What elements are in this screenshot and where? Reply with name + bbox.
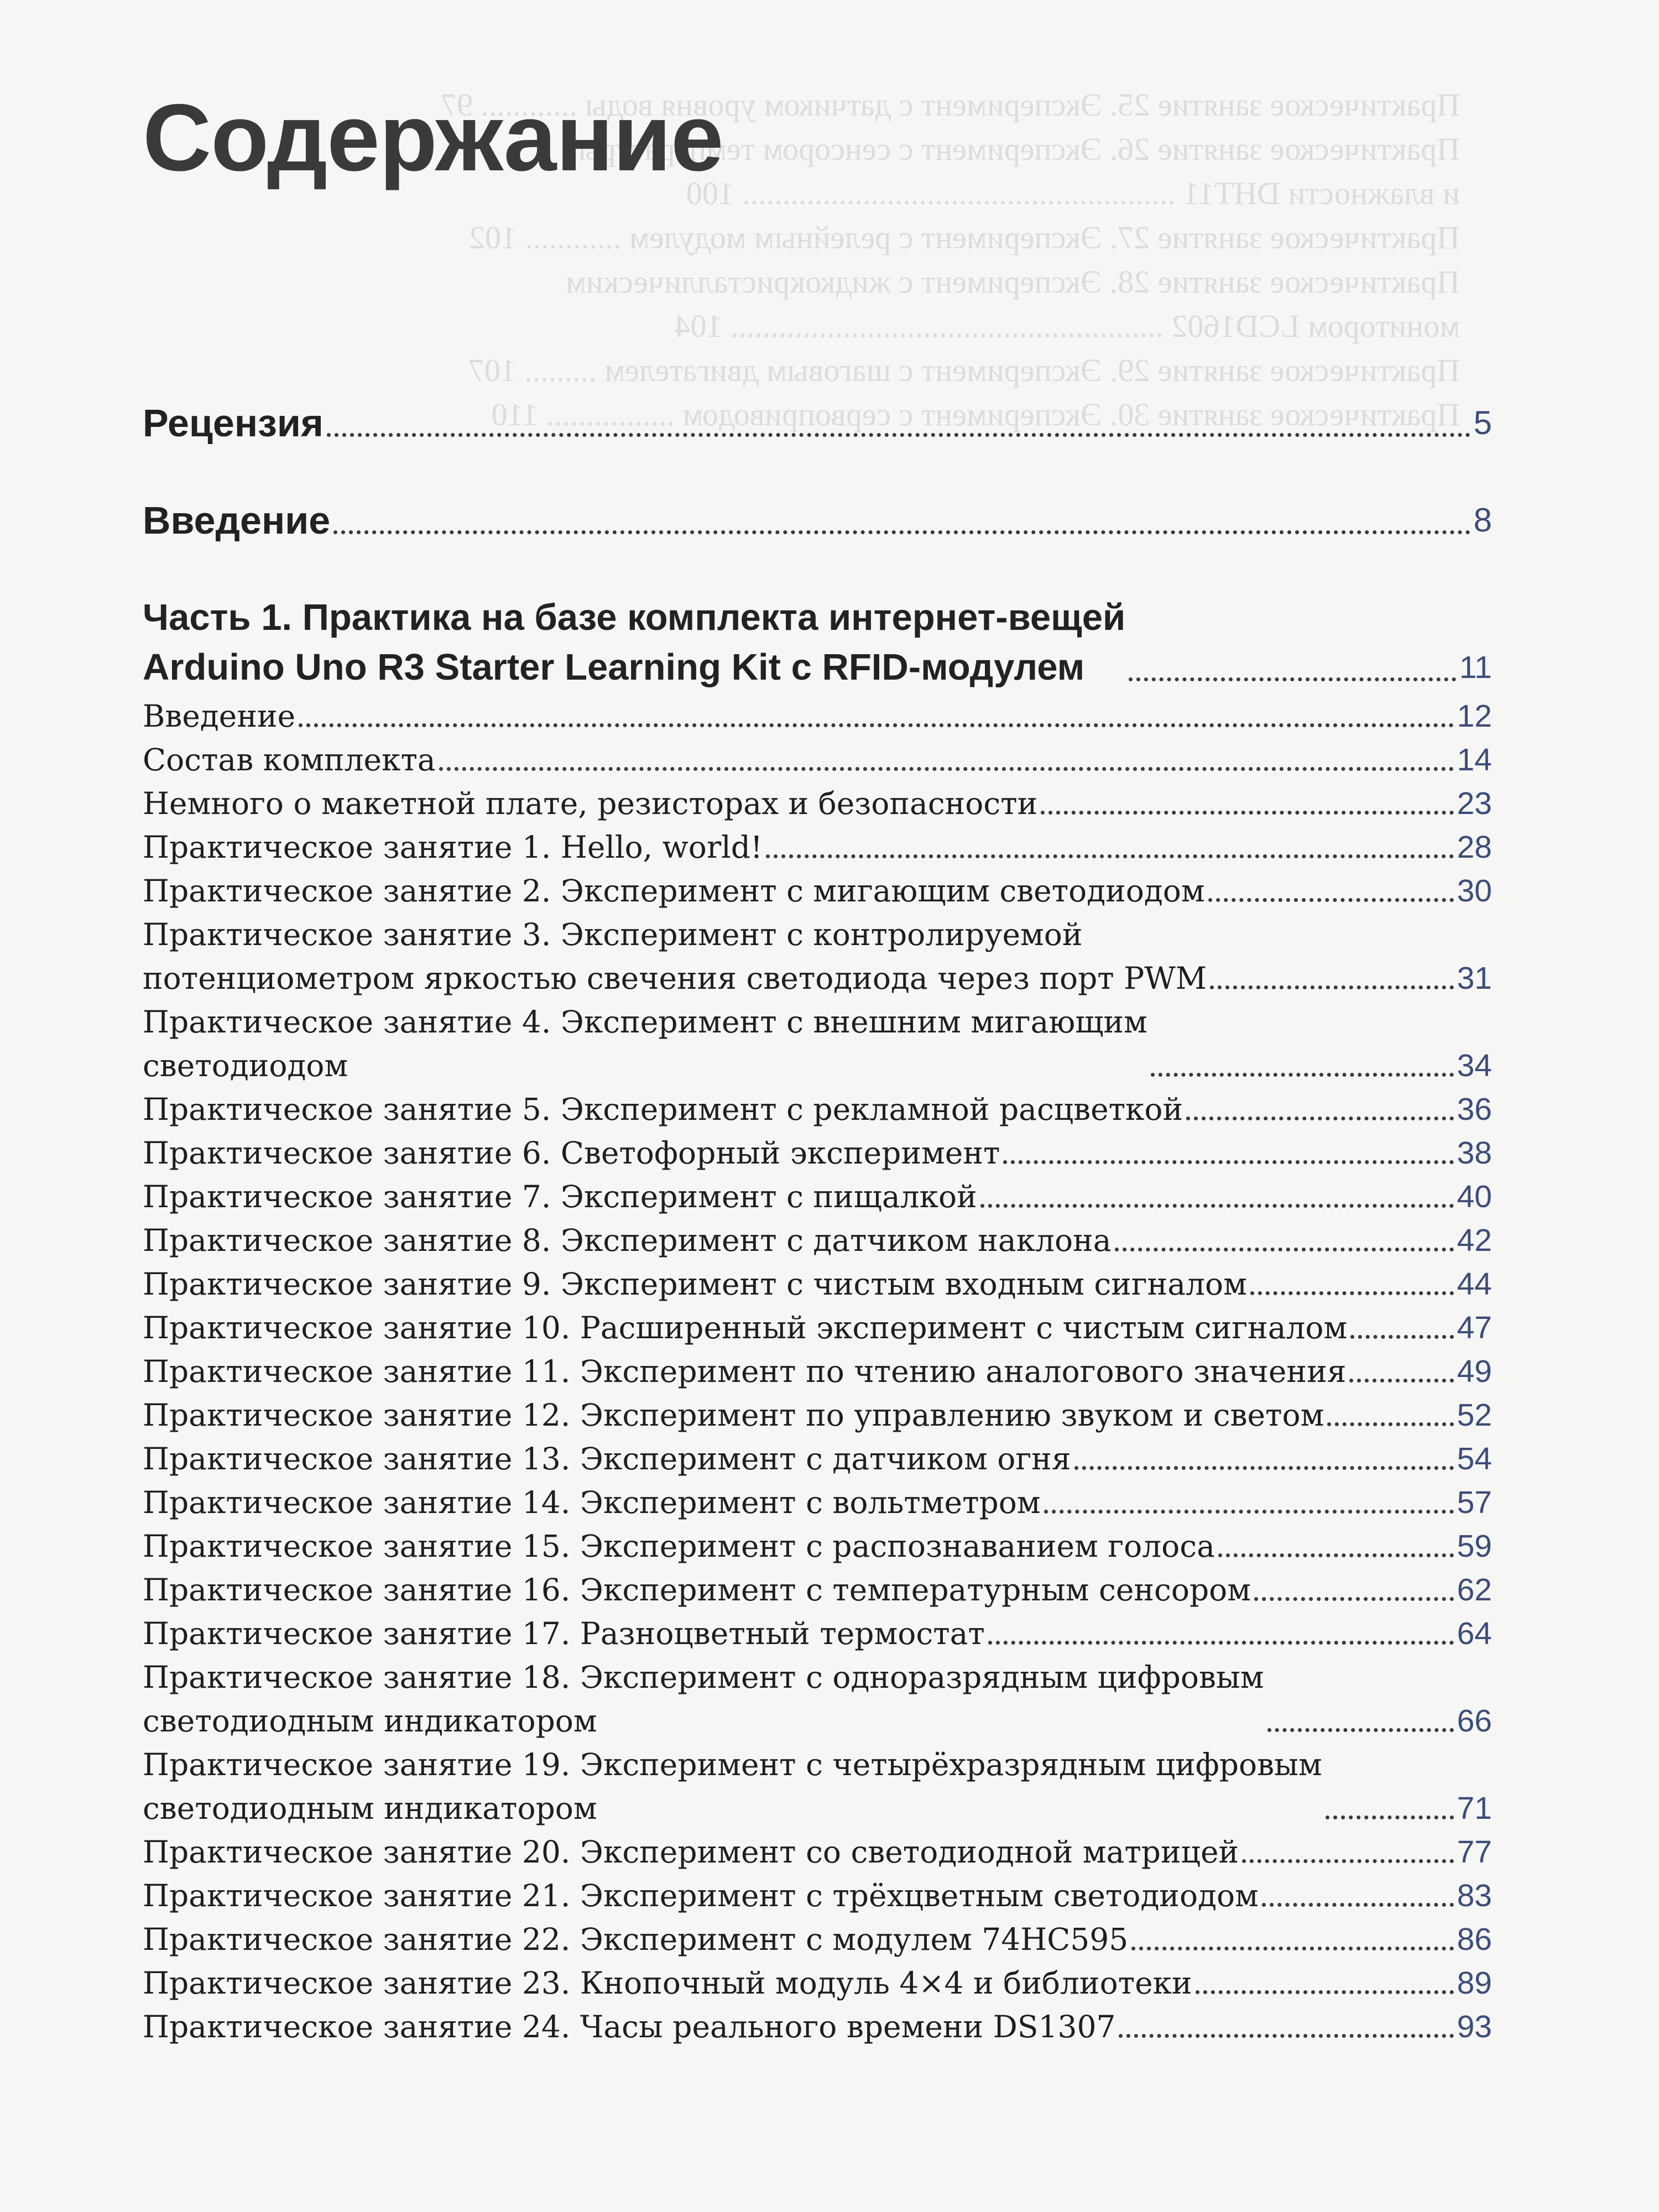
dot-leader: [766, 854, 1454, 858]
dot-leader: [1242, 1859, 1453, 1863]
toc-page-number: 57: [1457, 1485, 1492, 1520]
toc-page-number: 30: [1457, 873, 1492, 909]
toc-entry[interactable]: [143, 1918, 1492, 1961]
dot-leader: [1151, 1073, 1454, 1077]
dot-leader: [1044, 1510, 1454, 1514]
toc-entry[interactable]: [143, 593, 1492, 692]
toc-page-number: 54: [1457, 1441, 1492, 1477]
toc-page-number: 52: [1457, 1397, 1492, 1433]
toc-entry-label: Практическое занятие 12. Эксперимент по управлению звуком и светом: [143, 1397, 1324, 1433]
toc-entry-label: Практическое занятие 16. Эксперимент с температурным сенсором: [143, 1572, 1251, 1608]
toc-entry[interactable]: [143, 2005, 1492, 2049]
toc-entry-label: Практическое занятие 6. Светофорный эксперимент: [143, 1135, 1000, 1171]
dot-leader: [1262, 1903, 1454, 1907]
toc-entry[interactable]: [143, 1743, 1492, 1830]
dot-leader: [439, 767, 1454, 771]
toc-entry[interactable]: [143, 1874, 1492, 1918]
toc-entry[interactable]: [143, 869, 1492, 913]
dot-leader: [1186, 1117, 1453, 1120]
toc-entry[interactable]: [143, 1219, 1492, 1262]
toc-entry-label-line2: Arduino Uno R3 Starter Learning Kit с RFID-модулем: [143, 646, 1085, 688]
page-title: Содержание: [143, 85, 723, 191]
dot-leader: [1041, 811, 1453, 815]
dot-leader: [1129, 677, 1456, 681]
toc-entry[interactable]: [143, 1612, 1492, 1656]
dot-leader: [1208, 898, 1454, 902]
toc-entry[interactable]: [143, 1262, 1492, 1306]
toc-entry-label: [143, 1000, 1147, 1088]
dot-leader: [1210, 985, 1454, 989]
toc-entry[interactable]: [143, 1000, 1492, 1088]
toc-page-number: 11: [1459, 650, 1492, 685]
toc-entry-label: Практическое занятие 24. Часы реального времени DS1307: [143, 2009, 1116, 2044]
toc-entry-label: [143, 913, 1207, 1000]
toc-entry-label-line2: светодиодным индикатором: [143, 1703, 597, 1739]
toc-page-number: 49: [1457, 1354, 1492, 1389]
dot-leader: [1327, 1422, 1453, 1426]
toc-page-number: 34: [1457, 1048, 1492, 1083]
toc-entry-label: Введение: [143, 499, 331, 542]
toc-page-number: 47: [1457, 1310, 1492, 1345]
toc-page-number: 71: [1457, 1791, 1492, 1826]
toc-page-number: 44: [1457, 1266, 1492, 1302]
toc-entry-label: Практическое занятие 14. Эксперимент с вольтметром: [143, 1485, 1041, 1520]
toc-page-number: 64: [1457, 1616, 1492, 1651]
toc-entry-label: Практическое занятие 7. Эксперимент с пищалкой: [143, 1179, 977, 1214]
toc-entry[interactable]: [143, 738, 1492, 782]
toc-entry-label: Практическое занятие 2. Эксперимент с мигающим светодиодом: [143, 873, 1205, 909]
toc-entry[interactable]: [143, 1568, 1492, 1612]
toc-page-number: 89: [1457, 1965, 1492, 2001]
dot-leader: [299, 723, 1453, 727]
dot-leader: [1267, 1728, 1454, 1732]
toc-entry[interactable]: [143, 1437, 1492, 1481]
toc-entry[interactable]: [143, 1830, 1492, 1874]
toc-page-number: 86: [1457, 1922, 1492, 1957]
dot-leader: [1131, 1947, 1453, 1950]
toc-entry[interactable]: [143, 913, 1492, 1000]
dot-leader: [1349, 1379, 1453, 1383]
toc-page-number: 31: [1457, 961, 1492, 996]
dot-leader: [1115, 1248, 1454, 1251]
toc-entry[interactable]: [143, 782, 1492, 826]
toc-entry[interactable]: [143, 695, 1492, 738]
toc-entry-label-line1: Практическое занятие 18. Эксперимент с одноразрядным цифровым: [143, 1660, 1264, 1695]
toc-entry-label-line1: Практическое занятие 4. Эксперимент с внешним мигающим: [143, 1004, 1147, 1040]
toc-page-number: 62: [1457, 1572, 1492, 1608]
table-of-contents: [143, 398, 1492, 2049]
toc-entry[interactable]: [143, 1481, 1492, 1525]
toc-entry[interactable]: [143, 1088, 1492, 1131]
toc-entry[interactable]: [143, 495, 1492, 545]
toc-entry-label-line1: Часть 1. Практика на базе комплекта интернет-вещей: [143, 597, 1126, 638]
dot-leader: [988, 1641, 1454, 1645]
dot-leader: [333, 530, 1470, 534]
toc-entry-label: Практическое занятие 20. Эксперимент со светодиодной матрицей: [143, 1834, 1239, 1870]
toc-page-number: 23: [1457, 786, 1492, 821]
toc-entry-label: Практическое занятие 1. Hello, world!: [143, 830, 763, 865]
toc-page-number: 12: [1457, 698, 1492, 734]
toc-page-number: 42: [1457, 1223, 1492, 1258]
toc-entry-label: Практическое занятие 10. Расширенный эксперимент с чистым сигналом: [143, 1310, 1348, 1345]
toc-entry-label-line2: потенциометром яркостью свечения светодиода через порт PWM: [143, 961, 1207, 996]
toc-entry-label: Практическое занятие 22. Эксперимент с модулем 74HC595: [143, 1922, 1129, 1957]
dot-leader: [1119, 2034, 1453, 2038]
dot-leader: [1250, 1291, 1454, 1295]
toc-entry-label: Практическое занятие 9. Эксперимент с чистым входным сигналом: [143, 1266, 1247, 1302]
toc-entry-label: Практическое занятие 13. Эксперимент с датчиком огня: [143, 1441, 1071, 1477]
dot-leader: [1196, 1990, 1454, 1994]
dot-leader: [1350, 1335, 1453, 1339]
toc-entry-label: [143, 1656, 1264, 1743]
toc-page-number: 83: [1457, 1878, 1492, 1913]
toc-entry[interactable]: [143, 398, 1492, 448]
toc-entry-label-line1: Практическое занятие 19. Эксперимент с четырёхразрядным цифровым: [143, 1747, 1322, 1782]
toc-entry-label: Практическое занятие 11. Эксперимент по чтению аналогового значения: [143, 1354, 1347, 1389]
toc-page-number: 38: [1457, 1135, 1492, 1171]
toc-page-number: 8: [1473, 502, 1492, 539]
dot-leader: [1254, 1597, 1454, 1601]
dot-leader: [1074, 1466, 1454, 1470]
toc-entry-label: Практическое занятие 5. Эксперимент с рекламной расцветкой: [143, 1092, 1183, 1127]
toc-entry-label: Рецензия: [143, 401, 324, 445]
toc-page-number: 14: [1457, 742, 1492, 778]
toc-entry[interactable]: [143, 1656, 1492, 1743]
toc-entry-label-line1: Практическое занятие 3. Эксперимент с контролируемой: [143, 917, 1083, 952]
toc-entry-label: Практическое занятие 8. Эксперимент с датчиком наклона: [143, 1223, 1112, 1258]
toc-page-number: 77: [1457, 1834, 1492, 1870]
toc-entry[interactable]: [143, 1306, 1492, 1350]
toc-page-number: 66: [1457, 1703, 1492, 1739]
toc-entry[interactable]: [143, 1961, 1492, 2005]
toc-page-number: 59: [1457, 1528, 1492, 1564]
toc-entry[interactable]: [143, 826, 1492, 869]
toc-entry-label: Состав комплекта: [143, 742, 436, 778]
toc-entry-label: Введение: [143, 698, 296, 734]
toc-page-number: 93: [1457, 2009, 1492, 2044]
dot-leader: [1326, 1815, 1454, 1819]
toc-entry-label: Практическое занятие 15. Эксперимент с распознаванием голоса: [143, 1528, 1215, 1564]
dot-leader: [1218, 1553, 1454, 1557]
dot-leader: [1003, 1160, 1453, 1164]
toc-entry[interactable]: [143, 1394, 1492, 1437]
toc-entry-label: [143, 1743, 1322, 1830]
toc-page-number: 28: [1457, 830, 1492, 865]
toc-entry[interactable]: [143, 1350, 1492, 1394]
toc-entry-label: Практическое занятие 23. Кнопочный модуль 4×4 и библиотеки: [143, 1965, 1192, 2001]
dot-leader: [327, 433, 1470, 437]
toc-entry-label: Практическое занятие 17. Разноцветный термостат: [143, 1616, 985, 1651]
toc-entry-label-line2: светодиодом: [143, 1048, 348, 1083]
toc-page-number: 40: [1457, 1179, 1492, 1214]
toc-page-number: 36: [1457, 1092, 1492, 1127]
toc-entry-label: Практическое занятие 21. Эксперимент с трёхцветным светодиодом: [143, 1878, 1259, 1913]
bleed-through-text: Практическое занятие 25. Эксперимент с датчиком уровня воды ............ 97 Практическое занятие 26. Эксперимент с сенсором температуры и влажности DHT11 ...................................................... 100 Практическое занятие 27. Эксперимент с релейным модулем ............ 102 Практическое занятие 28. Эксперимент с жидкокристаллическим монитором LCD1602 ...................................................... 104 Практическое занятие 29. Эксперимент с шаговым двигателем ......... 107 Практическое занятие 30. Эксперимент с сервоприводом ................ 110: [441, 87, 1460, 432]
toc-entry-label: [143, 593, 1125, 692]
toc-page-number: 5: [1473, 404, 1492, 441]
toc-entry[interactable]: [143, 1175, 1492, 1219]
toc-entry-label-line2: светодиодным индикатором: [143, 1791, 597, 1826]
dot-leader: [980, 1204, 1454, 1208]
toc-entry[interactable]: [143, 1131, 1492, 1175]
toc-entry-label: Немного о макетной плате, резисторах и безопасности: [143, 786, 1038, 821]
toc-entry[interactable]: [143, 1525, 1492, 1568]
